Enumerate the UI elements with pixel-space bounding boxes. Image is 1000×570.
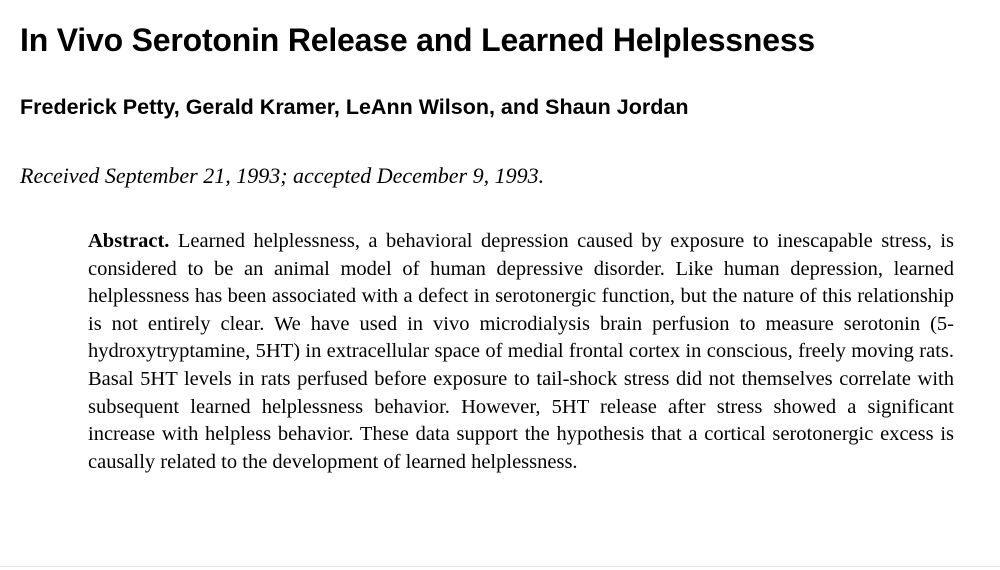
abstract-paragraph: [88, 228, 954, 476]
received-dates: Received September 21, 1993; accepted December 9, 1993.: [20, 163, 545, 188]
abstract-text: Learned helplessness, a behavioral depression caused by exposure to inescapable stress, is considered to be an animal model of human depressive disorder. Like human depression, learned helplessness has been associated with a defect in serotonergic function, but the nature of this relationship is not entirely clear. We have used in vivo microdialysis brain perfusion to measure serotonin (5-hydroxytryptamine, 5HT) in extracellular space of medial frontal cortex in conscious, freely moving rats. Basal 5HT levels in rats perfused before exposure to tail-shock stress did not themselves correlate with subsequent learned helplessness behavior. However, 5HT release after stress showed a significant increase with helpless behavior. These data support the hypothesis that a cortical serotonergic excess is causally related to the development of learned helplessness.: [88, 230, 955, 473]
abstract-label: Abstract.: [88, 230, 170, 252]
page-divider: [0, 566, 1000, 567]
paper-authors: Frederick Petty, Gerald Kramer, LeAnn Wilson, and Shaun Jordan: [20, 95, 689, 119]
paper-title: In Vivo Serotonin Release and Learned Helplessness: [20, 22, 816, 58]
